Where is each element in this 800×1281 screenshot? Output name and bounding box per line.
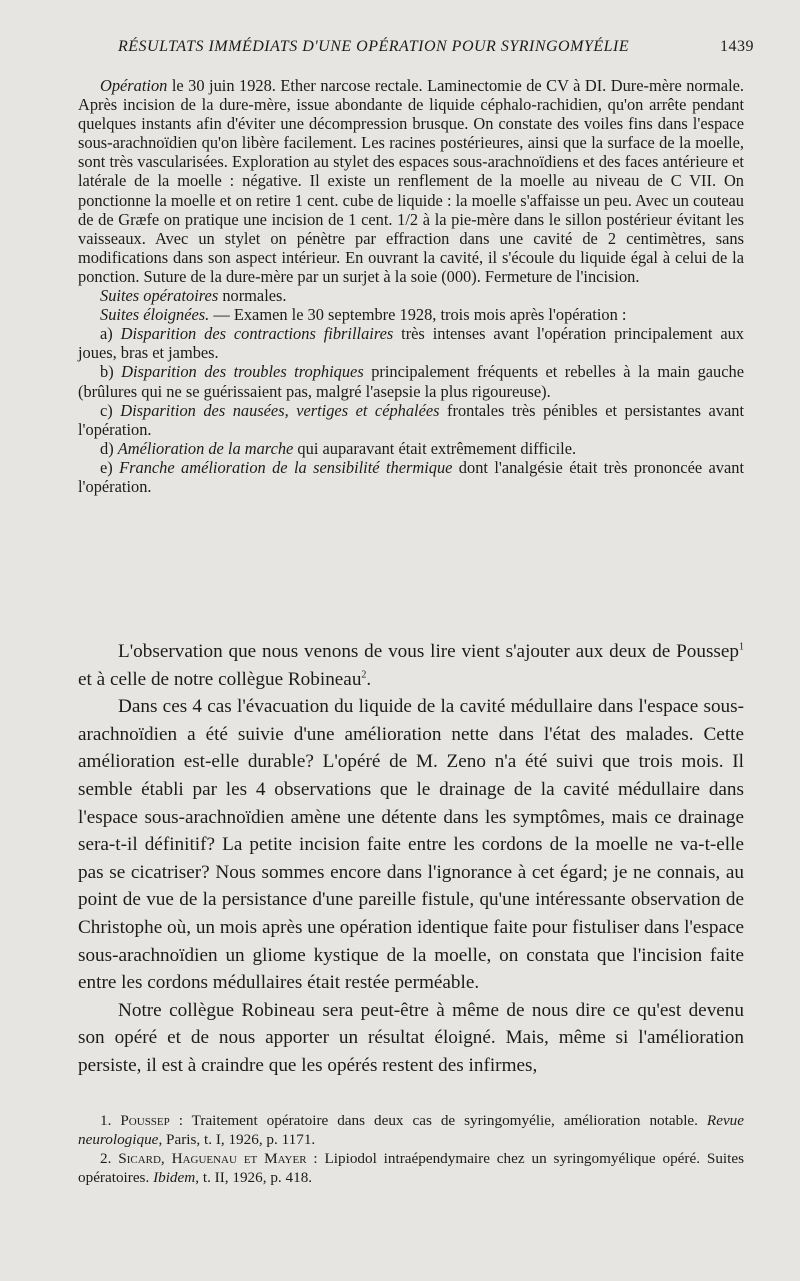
result-item-a: a) Disparition des contractions fibrillaires très intenses avant l'opération principalement aux joues, bras et jambes. — [78, 324, 744, 363]
result-item-c: c) Disparition des nausées, vertiges et céphalées frontales très pénibles et persistantes avant l'opération. — [78, 400, 744, 439]
footnote-2: 2. Sicard, Haguenau et Mayer : Lipiodol intraépendymaire chez un syringomyélique opéré. Suites opératoires. Ibidem, t. II, 1926, p. 418. — [78, 1150, 745, 1186]
result-item-title: Franche amélioration de la sensibilité thermique — [119, 457, 453, 477]
footnote-journal: Revue neurologique — [78, 1112, 745, 1148]
footnote-author: Poussep — [120, 1112, 170, 1129]
page-header — [78, 38, 754, 62]
exam-paragraph — [78, 305, 744, 324]
discussion-paragraph-2: Dans ces 4 cas l'évacuation du liquide de la cavité médullaire dans l'espace sous-arachnoïdien a été suivie d'une amélioration nette dans l'état des malades. Cette amélioration est-elle durable? L'opéré de M. Zeno n'a été suivi que trois mois. Il semble établi par les 4 observations que le drainage de la cavité médullaire dans l'espace sous-arachnoïdien amène une détente dans les symptômes, mais ce drainage sera-t-il définitif? La petite incision faite entre les cordons de la moelle ne va-t-elle pas se cicatriser? Nous sommes encore dans l'ignorance à cet égard; je ne connais, au point de vue de la persistance d'une pareille fistule, qu'une intéressante observation de Christophe où, un mois après une opération identique faite pour fistuliser dans l'espace sous-arachnoïdien un gliome kystique de la moelle, on constata que l'incision faite entre les cordons médullaires était restée perméable. — [78, 696, 744, 994]
result-item-e: e) Franche amélioration de la sensibilité thermique dont l'analgésie était très prononcée avant l'opération. — [78, 457, 744, 496]
footnote-ref-1: 1 — [739, 641, 744, 653]
operation-text: le 30 juin 1928. Ether narcose rectale. Laminectomie de CV à DI. Dure-mère normale. Après incision de la dure-mère, issue abondante de liquide céphalo-rachidien, qu'on arrête pendant quelques instants afin d'éviter une décompression brusque. On constate des voiles fins dans l'espace sous-arachnoïdien qu'on libère facilement. Les racines postérieures, ainsi que la surface de la moelle, sont très vascularisées. Exploration au stylet des espaces sous-arachnoïdiens et des faces antérieure et latérale de la moelle : négative. Il existe un renflement de la moelle au niveau de C VII. On ponctionne la moelle et on retire 1 cent. cube de liquide : la moelle s'affaisse un peu. Avec un couteau de de Græfe on pratique une incision de 1 cent. 1/2 à la pie-mère dans le sillon postérieur évitant les vaisseaux. Avec un stylet on pénètre par effraction dans une cavité de 2 centimètres, sans modifications dans son aspect intérieur. En ouvrant la cavité, il s'écoule du liquide égal à celui de la ponction. Suture de la dure-mère par un surjet à la soie (000). Fermeture de l'incision. — [78, 76, 744, 286]
case-report — [78, 76, 744, 496]
result-item-d: d) Amélioration de la marche qui auparavant était extrêmement difficile. — [100, 438, 577, 458]
operation-label: Opération — [100, 76, 168, 95]
exam-text: — Examen le 30 septembre 1928, trois mois après l'opération : — [209, 305, 627, 325]
result-item-title: Disparition des troubles trophiques — [121, 362, 364, 382]
discussion-paragraph-3: Notre collègue Robineau sera peut-être à même de nous dire ce qu'est devenu son opéré et de nous apporter un résultat éloigné. Mais, même si l'amélioration persiste, il est à craindre que les opérés restent des infirmes, — [78, 999, 744, 1076]
discussion-text — [78, 638, 744, 1080]
running-title: RÉSULTATS IMMÉDIATS D'UNE OPÉRATION POUR SYRINGOMYÉLIE — [118, 38, 630, 55]
page-number: 1439 — [720, 38, 754, 55]
suites-text: normales. — [218, 286, 287, 306]
footnote-ref-2: 2 — [361, 669, 367, 681]
footnote-1: 1. Poussep : Traitement opératoire dans deux cas de syringomyélie, amélioration notable. Revue neurologique, Paris, t. I, 1926, p. 1171. — [78, 1112, 745, 1148]
footnote-author: Sicard, Haguenau et Mayer — [118, 1150, 307, 1167]
exam-label: Suites éloignées. — [100, 305, 210, 325]
result-item-title: Amélioration de la marche — [117, 438, 294, 458]
result-item-title: Disparition des nausées, vertiges et céphalées — [120, 400, 440, 420]
discussion-paragraph-1: L'observation que nous venons de vous lire vient s'ajouter aux deux de Poussep$^1$ et à celle de notre collègue Robineau$^2$. — [78, 641, 744, 690]
footnotes — [78, 1111, 744, 1187]
footnote-journal: Ibidem — [153, 1169, 196, 1186]
suites-label: Suites opératoires — [100, 286, 219, 306]
result-item-b: b) Disparition des troubles trophiques principalement fréquents et rebelles à la main gauche (brûlures qui ne se guérissaient pas, malgré l'asepsie la plus rigoureuse). — [78, 362, 744, 401]
suites-paragraph — [78, 286, 744, 305]
result-item-title: Disparition des contractions fibrillaires — [120, 324, 394, 344]
operation-paragraph — [78, 76, 744, 286]
